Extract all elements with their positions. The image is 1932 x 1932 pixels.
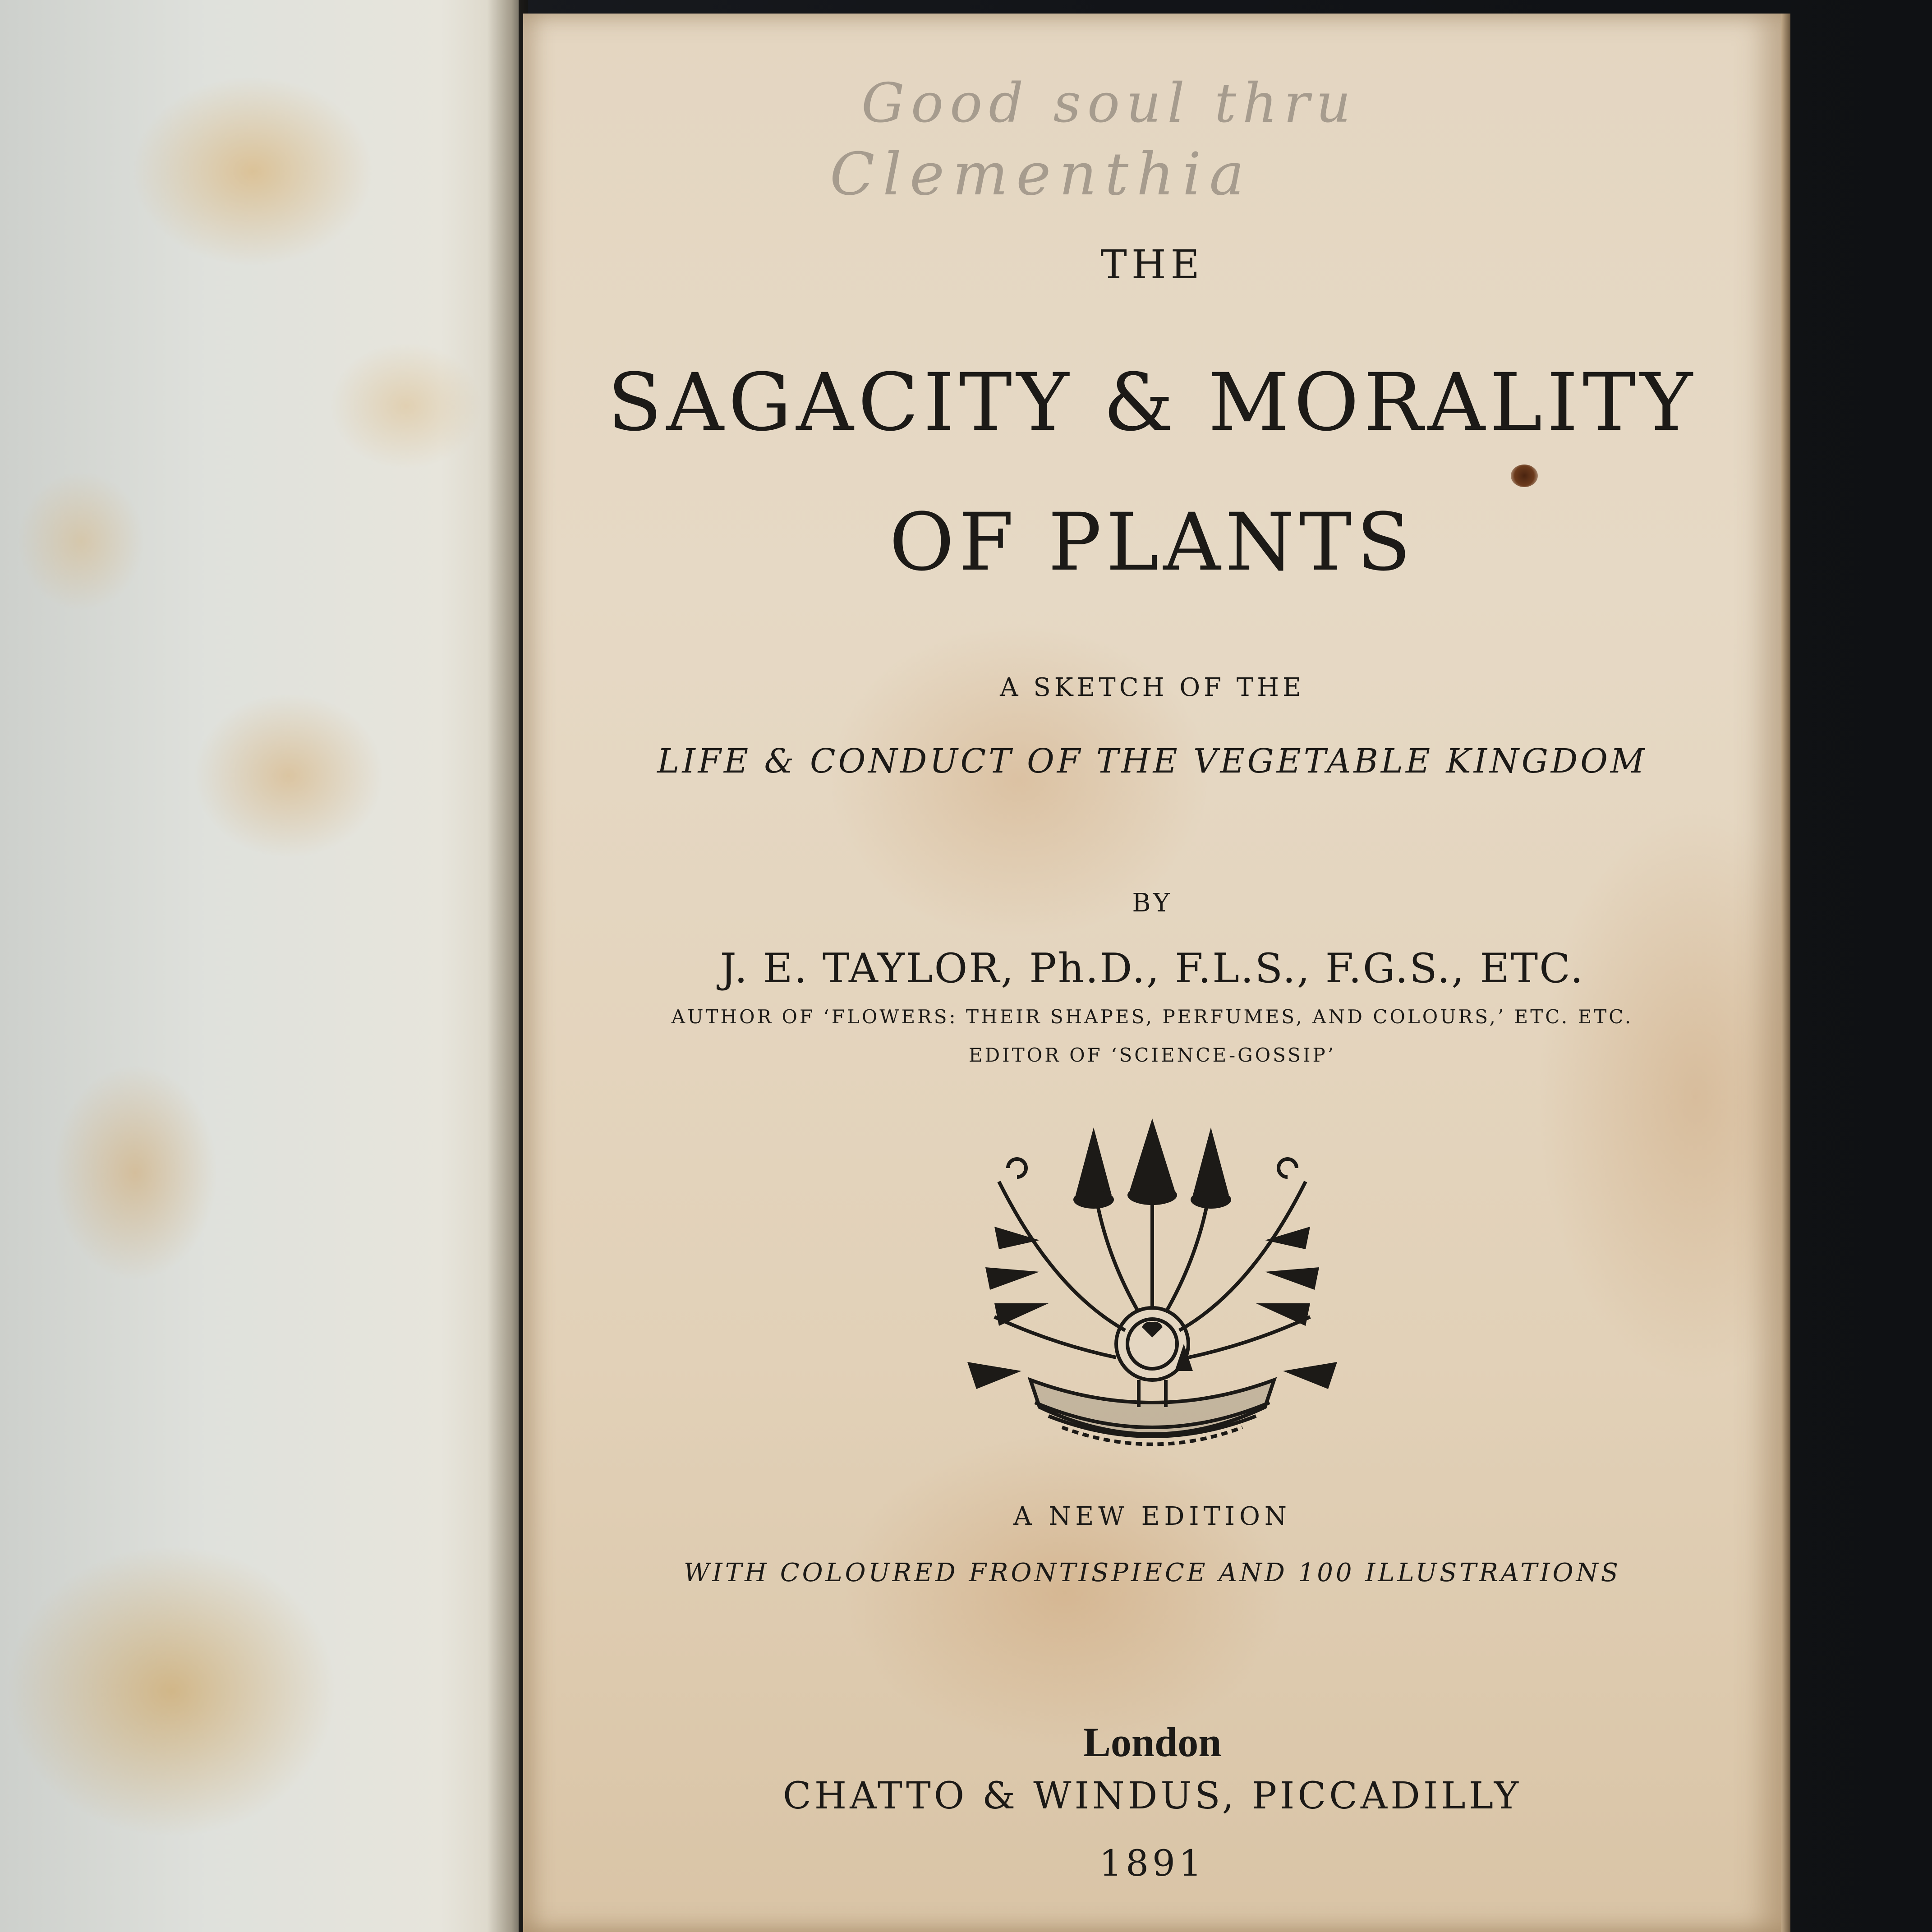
illustrations-statement: WITH COLOURED FRONTISPIECE AND 100 ILLUSTRATIONS bbox=[684, 1558, 1621, 1587]
title-page bbox=[523, 14, 1781, 1932]
inscription-line-2: Clementhia bbox=[830, 140, 1252, 208]
author-name: J. E. TAYLOR, Ph.D., F.L.S., F.G.S., ETC. bbox=[720, 945, 1585, 992]
publication-year: 1891 bbox=[1099, 1842, 1205, 1884]
book-title-line-1: SAGACITY & MORALITY bbox=[607, 356, 1697, 449]
title-article: THE bbox=[1100, 241, 1204, 288]
author-credits: AUTHOR OF ‘FLOWERS: THEIR SHAPES, PERFUMES, AND COLOURS,’ ETC. ETC. bbox=[671, 1006, 1633, 1028]
inscription-line-1: Good soul thru bbox=[861, 72, 1357, 135]
foxing-stain bbox=[1511, 465, 1538, 487]
edition-statement: A NEW EDITION bbox=[1013, 1502, 1291, 1531]
book-title-line-2: OF PLANTS bbox=[889, 496, 1416, 589]
subtitle-line-2: LIFE & CONDUCT OF THE VEGETABLE KINGDOM bbox=[657, 742, 1647, 781]
editor-credits: EDITOR OF ‘SCIENCE-GOSSIP’ bbox=[968, 1044, 1336, 1066]
by-line: BY bbox=[1132, 888, 1173, 918]
publication-place: London bbox=[1083, 1719, 1222, 1765]
page-edge bbox=[1781, 14, 1790, 1932]
left-endpaper bbox=[0, 0, 519, 1932]
gutter-shadow bbox=[487, 0, 528, 1932]
lotus-ornament-icon bbox=[904, 1091, 1400, 1488]
publisher-name: CHATTO & WINDUS, PICCADILLY bbox=[782, 1775, 1522, 1817]
subtitle-line-1: A SKETCH OF THE bbox=[1000, 673, 1305, 702]
